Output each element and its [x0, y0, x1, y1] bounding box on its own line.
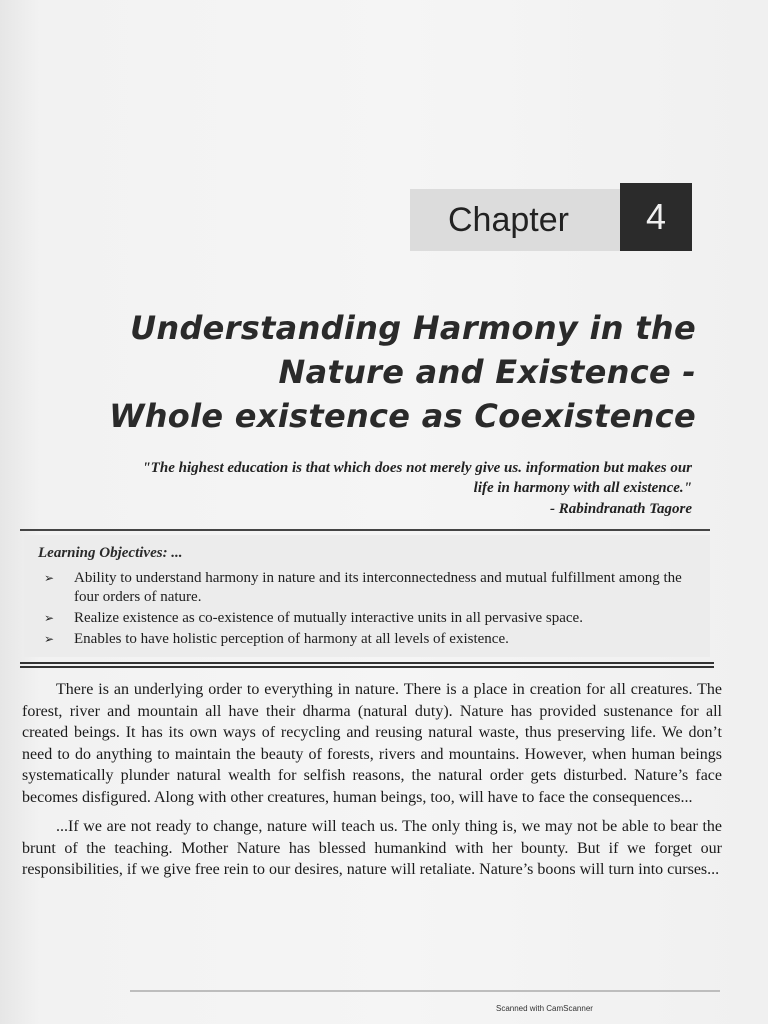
scanner-watermark: Scanned with CamScanner: [496, 1004, 593, 1013]
learning-objectives-list: [44, 569, 694, 651]
objective-text: Enables to have holistic perception of harmony at all levels of existence.: [74, 631, 509, 647]
objective-text: Ability to understand harmony in nature and its interconnectedness and mutual fulfillment among the four orders of nature.: [74, 570, 682, 605]
learning-objectives-heading: Learning Objectives: ...: [38, 545, 183, 561]
epigraph-quote: [2, 458, 692, 519]
chapter-box: [410, 183, 692, 251]
quote-line-1: "The highest education is that which does not merely give us. information but makes our: [142, 460, 692, 476]
double-divider-rule: [20, 662, 714, 668]
quote-line-2: life in harmony with all existence.": [473, 480, 692, 496]
chapter-title: [76, 306, 696, 438]
list-item: [44, 630, 694, 649]
chapter-number: 4: [620, 183, 692, 251]
list-item: [44, 609, 694, 628]
page-bottom-rule: [130, 990, 720, 992]
objective-text: Realize existence as co-existence of mutually interactive units in all pervasive space.: [74, 610, 583, 626]
body-paragraph-2: ...If we are not ready to change, nature will teach us. The only thing is, we may not be able to bear the brunt of the teaching. Mother Nature has blessed humankind with her bounty. But if we forget our responsibilities, if we give free rein to our desires, nature will retaliate. Nature’s boons will turn into curses...: [22, 818, 722, 878]
body-paragraph-1: There is an underlying order to everything in nature. There is a place in creation for all creatures. The forest, river and mountain all have their dharma (natural duty). Nature has provided sustenance for all created beings. It has its own ways of recycling and reusing natural waste, thus preserving life. We don’t need to do anything to maintain the beauty of forests, rivers and mountains. However, when human beings systematically plunder natural wealth for selfish reasons, the natural order gets disturbed. Nature’s face becomes disfigured. Along with other creatures, human beings, too, will have to face the consequences...: [22, 681, 722, 806]
quote-attribution: - Rabindranath Tagore: [550, 501, 692, 517]
arrow-bullet-icon: ➢: [44, 571, 55, 585]
title-line-2: Nature and Existence -: [278, 353, 696, 391]
learning-objectives-box: [24, 535, 710, 657]
arrow-bullet-icon: ➢: [44, 611, 55, 625]
chapter-label: Chapter: [410, 189, 620, 251]
title-line-3: Whole existence as Coexistence: [109, 397, 696, 435]
body-text: [22, 679, 722, 889]
arrow-bullet-icon: ➢: [44, 632, 55, 646]
divider-rule: [20, 529, 710, 531]
list-item: [44, 569, 694, 607]
title-line-1: Understanding Harmony in the: [130, 309, 696, 347]
